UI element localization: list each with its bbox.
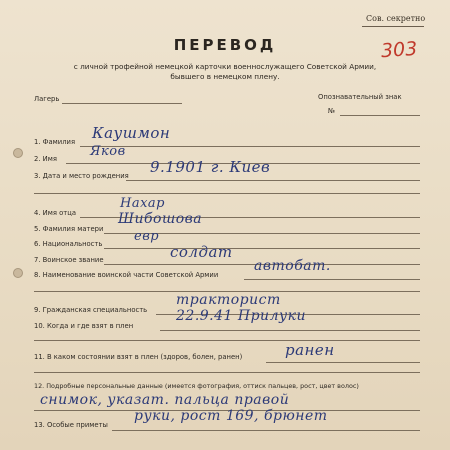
field-birth-line-2 xyxy=(34,193,420,194)
subtitle-line-1: с личной трофейной немецкой карточки военнослужащего Советской Армии, xyxy=(73,62,377,71)
field-unit-label: 8. Наименование воинской части Советской Армии xyxy=(34,271,219,279)
field-rank-label: 7. Воинское звание xyxy=(34,256,104,264)
field-condition-label: 11. В каком состоянии взят в плен (здоров, болен, ранен) xyxy=(34,353,243,361)
field-surname-line xyxy=(80,146,420,147)
field-profession-value: тракторист xyxy=(176,292,281,308)
field-father-label: 4. Имя отца xyxy=(34,209,77,217)
field-birth-value: 9.1901 г. Киев xyxy=(150,158,271,176)
field-marks-label: 13. Особые приметы xyxy=(34,421,108,429)
field-father-value: Нахар xyxy=(120,196,165,211)
field-nationality-label: 6. Национальность xyxy=(34,240,103,248)
field-surname-value: Каушмон xyxy=(92,124,171,142)
field-mother-label: 5. Фамилия матери xyxy=(34,225,104,233)
field-nationality-value: евр xyxy=(134,229,160,244)
page-title: ПЕРЕВОД xyxy=(173,36,277,54)
subtitle-line-2: бывшего в немецком плену. xyxy=(170,72,280,81)
classification-underline xyxy=(362,26,424,27)
field-personal-data-value: снимок, указат. пальца правой xyxy=(40,392,290,408)
id-tag-label: Опознавательный знак xyxy=(318,93,402,101)
field-personal-data-label: 12. Подробные персональные данные (имеется фотография, оттиск пальцев, рост, цвет волос) xyxy=(34,382,359,390)
field-profession-label: 9. Гражданская специальность xyxy=(34,306,148,314)
field-birth-label: 3. Дата и место рождения xyxy=(34,172,129,180)
document-number: 303 xyxy=(380,37,418,63)
camp-label: Лагерь xyxy=(34,95,60,103)
field-name-label: 2. Имя xyxy=(34,155,57,163)
field-surname-label: 1. Фамилия xyxy=(34,138,76,146)
field-condition-value: ранен xyxy=(285,341,335,359)
field-captured-line xyxy=(160,330,420,331)
field-nationality-line xyxy=(104,248,420,249)
classification-stamp: Сов. секретно xyxy=(366,14,426,23)
field-captured-line-2 xyxy=(34,340,420,341)
field-condition-line xyxy=(266,362,420,363)
id-tag-number-label: № xyxy=(328,107,336,115)
field-condition-line-2 xyxy=(34,372,420,373)
punch-hole-top xyxy=(13,148,23,158)
field-unit-value: автобат. xyxy=(254,258,331,274)
field-unit-line xyxy=(244,279,420,280)
field-captured-value: 22.9.41 Прилуки xyxy=(176,308,306,324)
id-tag-line xyxy=(340,115,420,116)
camp-line xyxy=(62,103,182,104)
field-marks-line xyxy=(112,430,420,431)
field-birth-line xyxy=(126,180,420,181)
field-captured-label: 10. Когда и где взят в плен xyxy=(34,322,134,330)
page-subtitle xyxy=(40,62,410,82)
punch-hole-bottom xyxy=(13,268,23,278)
field-name-value: Яков xyxy=(90,144,126,159)
field-mother-value: Шибошова xyxy=(118,211,203,227)
field-rank-value: солдат xyxy=(170,243,233,261)
field-marks-value: руки, рост 169, брюнет xyxy=(134,408,328,424)
